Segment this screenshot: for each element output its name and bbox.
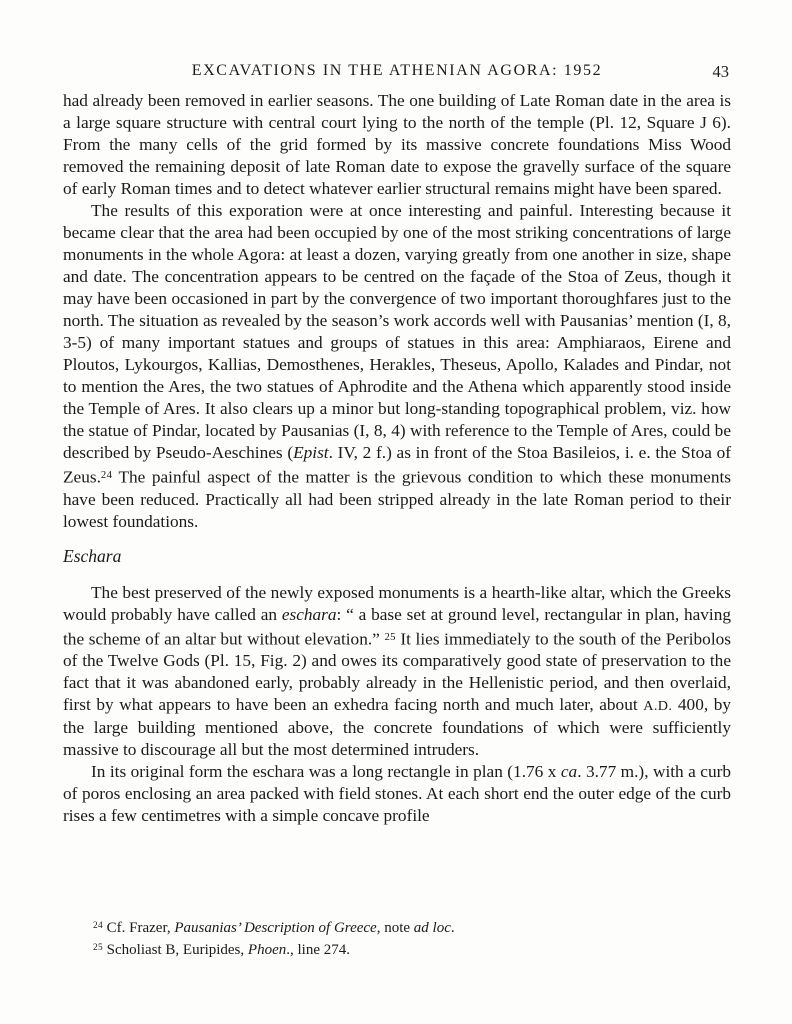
page-header	[63, 62, 731, 84]
text-segment: ad loc	[413, 919, 451, 936]
section-heading: Eschara	[63, 545, 122, 566]
text-segment: .	[450, 919, 455, 936]
footnotes	[63, 916, 731, 961]
running-head-title: EXCAVATIONS IN THE ATHENIAN AGORA: 1952	[191, 62, 603, 79]
footnote	[63, 916, 731, 938]
text-segment: In its original form the eschara was a long rectangle in plan (1.76 x	[91, 762, 561, 781]
text-segment: The results of this exporation were at once interesting and painful. Interesting because it became clear that the area had been occupied by one of the most striking concentrations of large monuments in the whole Agora: at least a dozen, varying greatly from one another in size, shape and date. The concentration appears to be centred on the façade of the Stoa of Zeus, though it may have been occasioned in part by the convergence of two important thoroughfares just to the north. The situation as revealed by the season’s work accords well with Pausanias’ mention (I, 8, 3-5) of many important statues and groups of statues in this area: Amphiaraos, Eirene and Ploutos, Lykourgos, Kallias, Demosthenes, Herakles, Theseus, Apollo, Kalades and Pindar, not to mention the Ares, the two statues of Aphrodite and the Athena which apparently stood inside the Temple of Ares. It also clears up a minor but long-standing topographical problem, viz. how the statue of Pindar, located by Pausanias (I, 8, 4) with reference to the Temple of Ares, could be described by Pseudo-Aeschines (	[63, 201, 731, 462]
text-segment: It lies immediately to the south of the Peribolos of the Twelve Gods (Pl. 15, Fig. 2) and owes its comparatively good state of preservation to the fact that it was abandoned early, probably already in the Hellenistic period, and then overlaid, first by what appears to have been an exhedra facing north and much later, about	[63, 629, 731, 714]
text-segment: A.D.	[643, 698, 673, 714]
text-segment: ., line 274.	[286, 942, 350, 959]
paragraph	[63, 582, 731, 762]
text-segment: . IV, 2 f.) as in front of the Stoa Basileios, i. e. the Stoa of Zeus.	[63, 443, 731, 487]
body-text	[63, 90, 731, 827]
text-segment: . 3.77 m.), with a curb of poros enclosing an area packed with field stones. At each short end the outer edge of the curb rises a few centimetres with a simple concave profile	[63, 762, 731, 825]
text-segment: ca	[560, 762, 578, 781]
text-segment: : “ a base set at ground level, rectangular in plan, having the scheme of an altar but without elevation.”	[63, 604, 731, 648]
footnote	[63, 938, 731, 960]
text-segment: The best preserved of the newly exposed monuments is a hearth-like altar, which the Greeks would probably have called an	[63, 582, 731, 624]
text-segment: , note	[376, 919, 414, 936]
footnote-reference: 24	[100, 469, 113, 481]
page-number: 43	[712, 62, 729, 81]
paragraph	[63, 90, 731, 200]
text-segment: Cf. Frazer,	[102, 919, 175, 936]
text-segment: Phoen	[247, 942, 287, 959]
paragraph	[63, 761, 731, 827]
text-segment: eschara	[281, 604, 337, 624]
text-segment: Scholiast B, Euripides,	[102, 942, 248, 959]
footnote-reference: 25	[384, 630, 396, 643]
text-segment: had already been removed in earlier seasons. The one building of Late Roman date in the area is a large square structure with central court lying to the north of the temple (Pl. 12, Square J 6). From the many cells of the grid formed by its massive concrete foundations Miss Wood removed the remaining deposit of late Roman date to expose the gravelly surface of the square of early Roman times and to detect whatever earlier structural remains might have been spared.	[63, 91, 731, 198]
text-segment: 400, by the large building mentioned above, the concrete foundations of which were sufficiently massive to discourage all but the most determined intruders.	[63, 695, 731, 759]
text-segment: Pausanias’ Description of Greece	[174, 919, 377, 936]
footnote-marker: 25	[93, 943, 103, 954]
paragraph	[63, 200, 731, 533]
footnote-marker: 24	[93, 921, 103, 931]
text-segment: Epist	[293, 443, 329, 462]
text-segment: The painful aspect of the matter is the grievous condition to which these monuments have been reduced. Practically all had been stripped already in the late Roman period to their lowest foundations.	[63, 467, 731, 531]
